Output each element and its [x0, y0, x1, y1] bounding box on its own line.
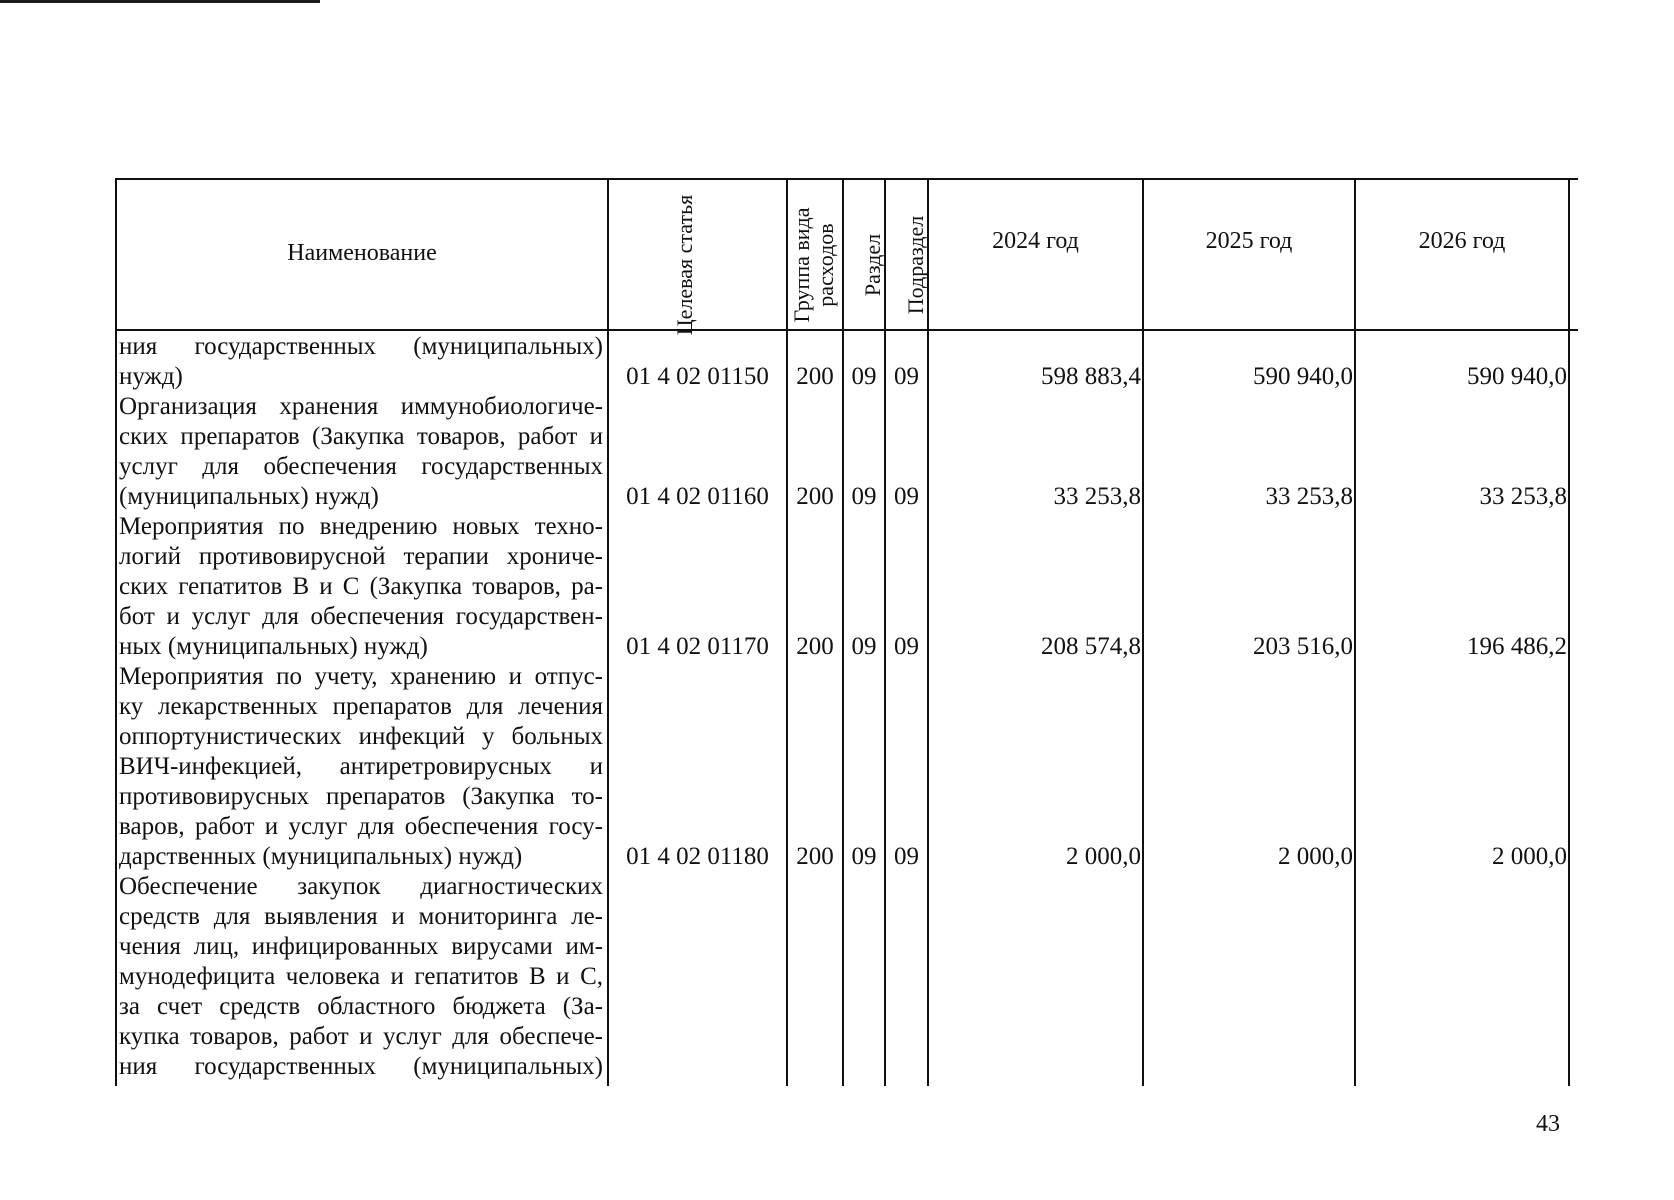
amount-2024-cell: 598 883,4	[1041, 363, 1141, 390]
amount-2024-cell: 208 574,8	[1041, 633, 1141, 660]
name-line: услуг для обеспечения государственных	[119, 453, 603, 480]
name-line: Обеспечение закупок диагностических	[119, 873, 603, 900]
expense-group-cell: 200	[796, 843, 834, 870]
name-line: Мероприятия по внедрению новых техно-	[119, 513, 603, 540]
header-subsection: Подраздел	[903, 215, 928, 315]
name-line: оппортунистических инфекций у больных	[119, 723, 603, 750]
expense-group-cell: 200	[796, 483, 834, 510]
name-line: бот и услуг для обеспечения государствен-	[119, 603, 603, 630]
subsection-cell: 09	[894, 483, 919, 510]
name-line: ских гепатитов В и С (Закупка товаров, ра-	[119, 573, 603, 600]
name-line: ния государственных (муниципальных)	[119, 333, 603, 360]
header-section: Раздел	[860, 233, 885, 297]
name-line: нужд)	[119, 363, 183, 390]
name-line: дарственных (муниципальных) нужд)	[119, 843, 523, 870]
name-line: Организация хранения иммунобиологиче-	[119, 393, 603, 420]
table-right-border	[1568, 178, 1570, 1086]
name-line: ВИЧ-инфекцией, антиретровирусных и	[119, 753, 603, 780]
amount-2026-cell: 590 940,0	[1467, 363, 1567, 390]
name-line: ния государственных (муниципальных)	[119, 1053, 603, 1080]
section-cell: 09	[851, 483, 877, 510]
name-line: варов, работ и услуг для обеспечения госу-	[119, 813, 603, 840]
name-line: за счет средств областного бюджета (За-	[119, 993, 603, 1020]
name-line: противовирусных препаратов (Закупка то-	[119, 783, 603, 810]
name-line: ку лекарственных препаратов для лечения	[119, 693, 603, 720]
name-line: чения лиц, инфицированных вирусами им-	[119, 933, 603, 960]
name-line: мунодефицита человека и гепатитов В и С,	[119, 963, 603, 990]
name-column-text	[119, 332, 603, 1082]
amount-2025-cell: 590 940,0	[1253, 363, 1353, 390]
name-line: купка товаров, работ и услуг для обеспече-	[119, 1023, 603, 1050]
scan-edge-line	[0, 0, 320, 3]
section-cell: 09	[851, 843, 877, 870]
amount-2025-cell: 2 000,0	[1278, 843, 1353, 870]
table-left-border	[115, 178, 117, 1086]
header-year-2025: 2025 год	[1205, 228, 1293, 254]
subsection-cell: 09	[894, 363, 919, 390]
name-line: (муниципальных) нужд)	[119, 483, 379, 510]
amount-2026-cell: 33 253,8	[1479, 483, 1567, 510]
target-article-cell: 01 4 02 01150	[626, 363, 769, 390]
amount-2024-cell: 2 000,0	[1066, 843, 1141, 870]
expense-group-cell: 200	[796, 363, 834, 390]
amount-2025-cell: 203 516,0	[1253, 633, 1353, 660]
amount-2026-cell: 196 486,2	[1467, 633, 1567, 660]
subsection-cell: 09	[894, 843, 919, 870]
header-target-article: Целевая статья	[672, 194, 697, 336]
name-line: ских препаратов (Закупка товаров, работ и	[119, 423, 603, 450]
expense-group-cell: 200	[796, 633, 834, 660]
header-name: Наименование	[287, 240, 437, 266]
header-expense-group: Группа вида расходов	[789, 207, 838, 323]
header-bottom-border	[115, 329, 1578, 331]
amount-2025-cell: 33 253,8	[1265, 483, 1353, 510]
target-article-cell: 01 4 02 01160	[626, 483, 769, 510]
table-top-border	[115, 178, 1578, 180]
header-year-2026: 2026 год	[1418, 228, 1506, 254]
section-cell: 09	[851, 363, 877, 390]
target-article-cell: 01 4 02 01180	[626, 843, 769, 870]
name-line: Мероприятия по учету, хранению и отпус-	[119, 663, 603, 690]
name-line: средств для выявления и мониторинга ле-	[119, 903, 603, 930]
subsection-cell: 09	[894, 633, 919, 660]
name-line: логий противовирусной терапии хрониче-	[119, 543, 603, 570]
target-article-cell: 01 4 02 01170	[626, 633, 769, 660]
amount-2026-cell: 2 000,0	[1492, 843, 1567, 870]
name-line: ных (муниципальных) нужд)	[119, 633, 428, 660]
page-number: 43	[1536, 1111, 1560, 1137]
section-cell: 09	[851, 633, 877, 660]
header-year-2024: 2024 год	[992, 228, 1079, 254]
amount-2024-cell: 33 253,8	[1053, 483, 1141, 510]
